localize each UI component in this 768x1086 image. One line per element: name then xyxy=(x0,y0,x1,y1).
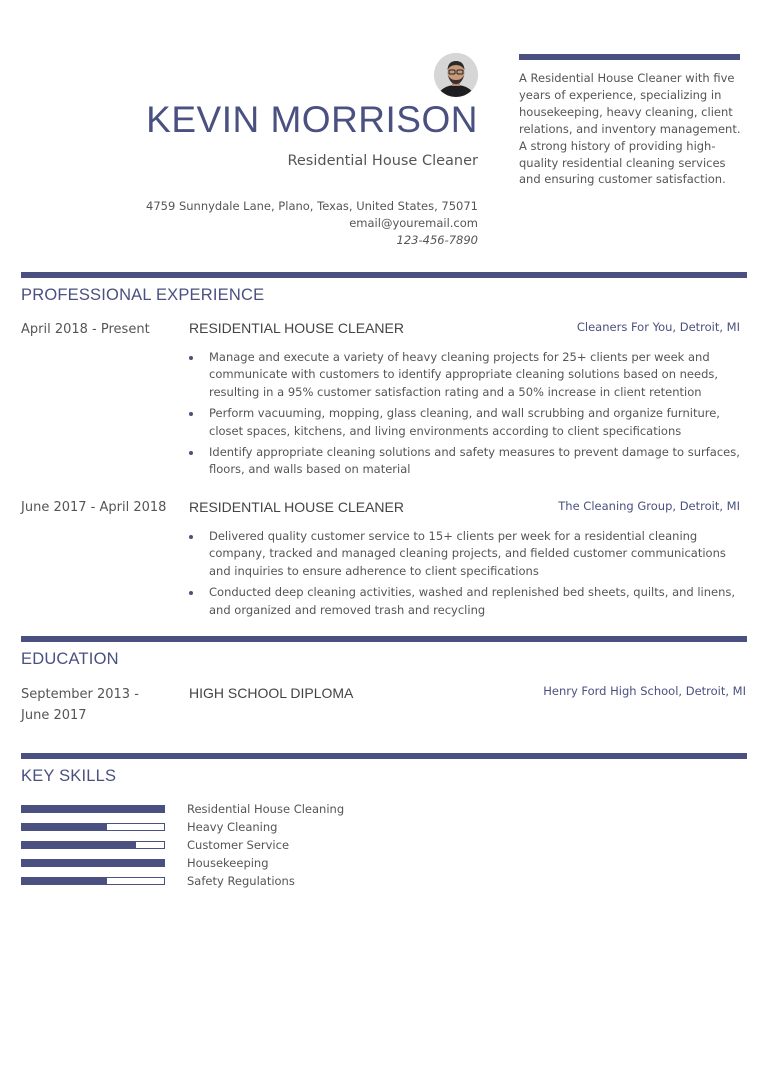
job-role: RESIDENTIAL HOUSE CLEANER xyxy=(189,499,404,515)
job-employer: Cleaners For You, Detroit, MI xyxy=(576,320,740,334)
section-divider xyxy=(21,272,747,278)
list-item: Delivered quality customer service to 15+ clients per week for a residential cleaning company, tracked and managed cleaning projects, and fielded customer communications and inquiries to ensure adherence to client specifications xyxy=(189,528,749,580)
skill-label: Residential House Cleaning xyxy=(187,802,345,816)
skill-bar xyxy=(21,859,165,867)
summary: A Residential House Cleaner with five years of experience, specializing in housekeeping, heavy cleaning, client relations, and inventory management. A strong history of providing high-quality residential cleaning services and ensuring customer satisfaction. xyxy=(519,71,741,187)
profile-photo xyxy=(434,53,478,97)
skill-bar xyxy=(21,823,165,831)
phone: 123-456-7890 xyxy=(396,233,478,247)
experience-heading: PROFESSIONAL EXPERIENCE xyxy=(21,286,265,304)
address: 4759 Sunnydale Lane, Plano, Texas, United States, 75071 xyxy=(146,199,478,213)
bullet-icon xyxy=(189,412,193,416)
section-divider xyxy=(21,636,747,642)
list-item: Conducted deep cleaning activities, washed and replenished bed sheets, quilts, and linens, and organized and removed trash and recycling xyxy=(189,584,749,619)
job-bullets xyxy=(189,528,749,623)
bullet-icon xyxy=(189,535,193,539)
skills-heading: KEY SKILLS xyxy=(21,767,117,785)
job-dates: June 2017 - April 2018 xyxy=(21,500,167,515)
job-role: RESIDENTIAL HOUSE CLEANER xyxy=(189,320,404,336)
skill-item xyxy=(21,818,421,836)
skill-label: Housekeeping xyxy=(187,856,269,870)
skill-bar xyxy=(21,841,165,849)
bullet-icon xyxy=(189,591,193,595)
skill-bar-fill xyxy=(22,842,136,848)
candidate-name: KEVIN MORRISON xyxy=(146,99,478,140)
avatar xyxy=(434,53,478,97)
skill-item xyxy=(21,854,421,872)
skill-item xyxy=(21,872,421,890)
skill-bar-fill xyxy=(22,860,164,866)
degree: HIGH SCHOOL DIPLOMA xyxy=(189,685,354,701)
skill-bar xyxy=(21,877,165,885)
education-heading: EDUCATION xyxy=(21,650,119,668)
skill-bar xyxy=(21,805,165,813)
bullet-icon xyxy=(189,451,193,455)
skill-label: Safety Regulations xyxy=(187,874,295,888)
school: Henry Ford High School, Detroit, MI xyxy=(543,684,746,698)
job-employer: The Cleaning Group, Detroit, MI xyxy=(558,499,740,513)
skill-item xyxy=(21,836,421,854)
job-title: Residential House Cleaner xyxy=(287,153,478,169)
job-dates: April 2018 - Present xyxy=(21,322,150,337)
bullet-icon xyxy=(189,356,193,360)
summary-divider xyxy=(519,54,740,60)
skill-bar-fill xyxy=(22,806,164,812)
list-item: Manage and execute a variety of heavy cleaning projects for 25+ clients per week and communicate with customers to identify appropriate cleaning solutions based on needs, resulting in a 95% customer satisfaction rating and a 50% increase in client retention xyxy=(189,349,749,401)
job-bullets xyxy=(189,349,749,483)
skill-label: Heavy Cleaning xyxy=(187,820,278,834)
skill-bar-fill xyxy=(22,824,107,830)
email: email@youremail.com xyxy=(349,216,478,230)
skill-bar-fill xyxy=(22,878,107,884)
section-divider xyxy=(21,753,747,759)
list-item: Identify appropriate cleaning solutions and safety measures to prevent damage to surfaces, floors, and walls based on material xyxy=(189,444,749,479)
list-item: Perform vacuuming, mopping, glass cleaning, and wall scrubbing and organize furniture, closet spaces, kitchens, and living environments according to client specifications xyxy=(189,405,749,440)
skill-item xyxy=(21,800,421,818)
skill-label: Customer Service xyxy=(187,838,290,852)
education-dates: September 2013 - June 2017 xyxy=(21,687,139,723)
